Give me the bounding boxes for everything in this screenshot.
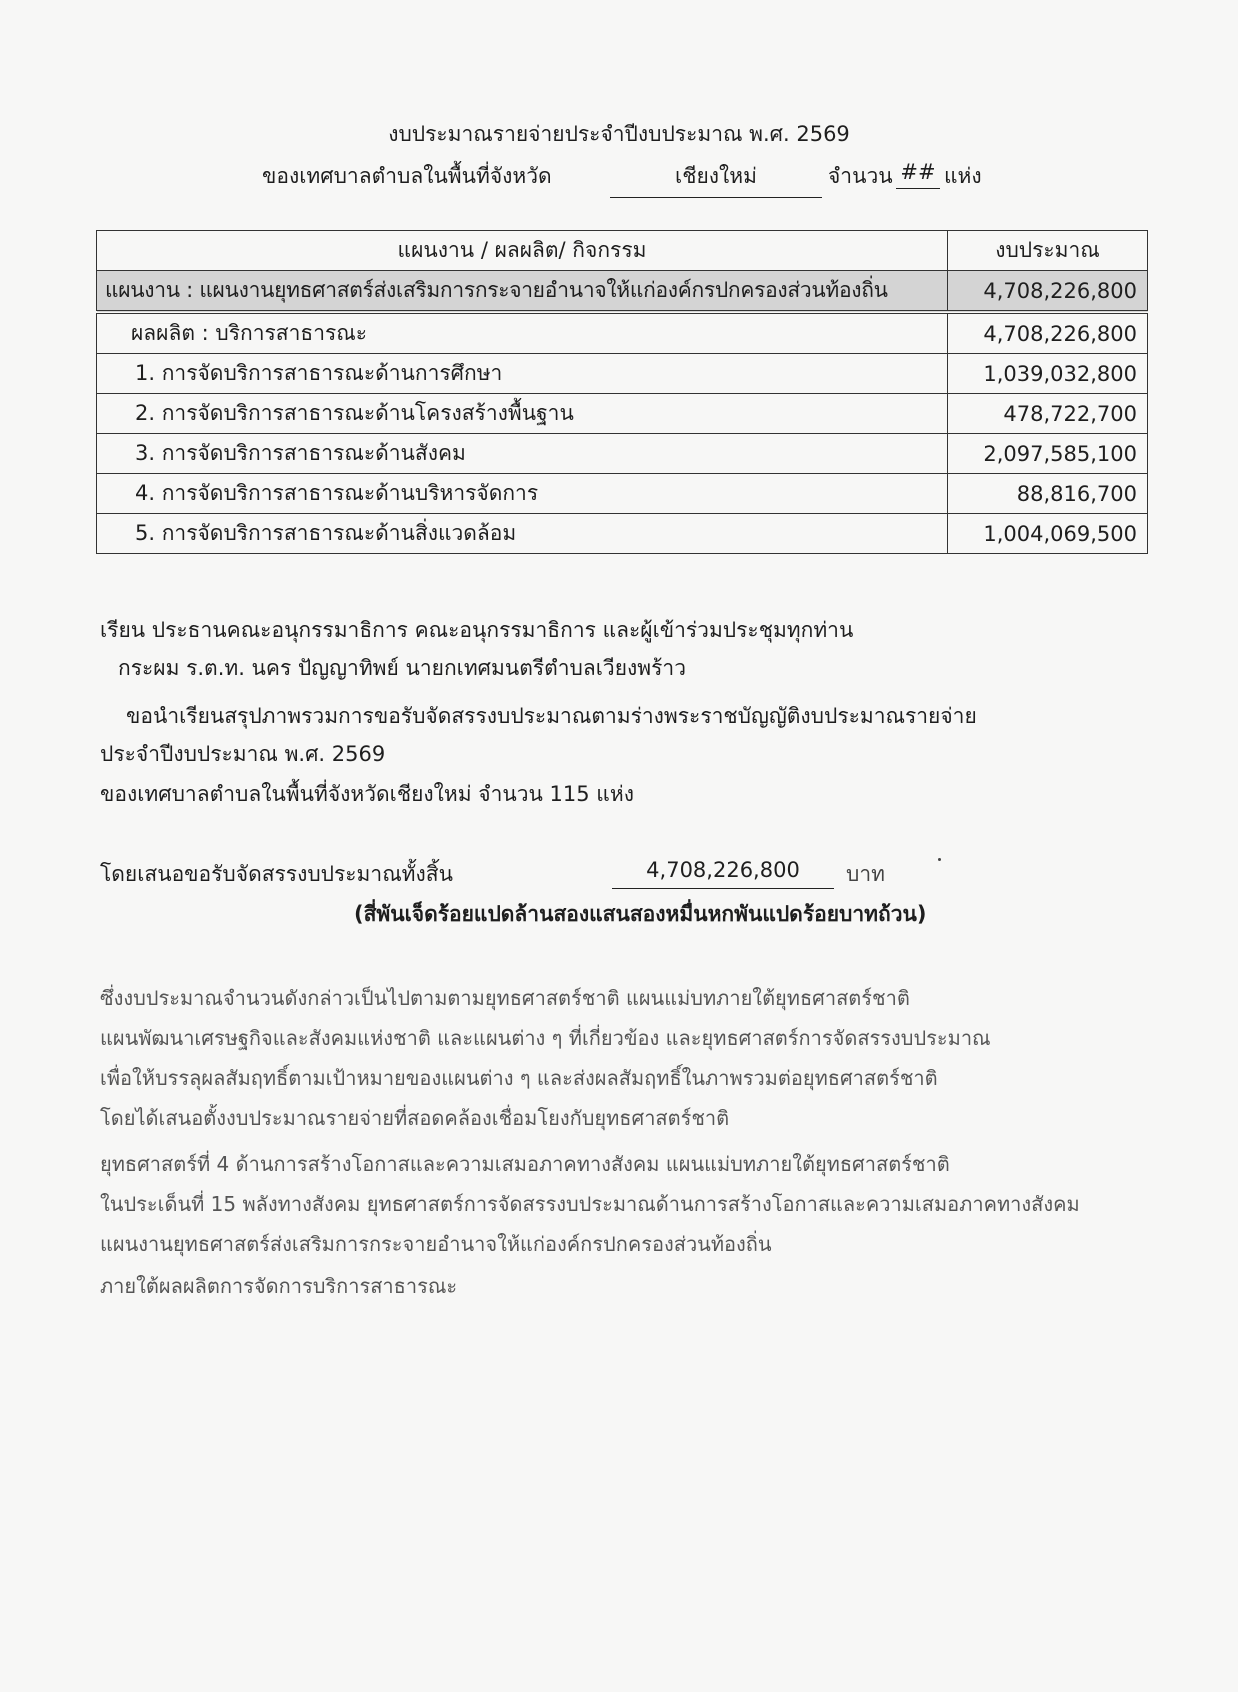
table-row xyxy=(97,354,1148,394)
body-line: ภายใต้ผลผลิตการจัดการบริการสาธารณะ xyxy=(100,1274,458,1298)
body-line: โดยได้เสนอตั้งงบประมาณรายจ่ายที่สอดคล้องเชื่อมโยงกับยุทธศาสตร์ชาติ xyxy=(100,1106,730,1130)
table-row xyxy=(97,434,1148,474)
letter-request: ขอนำเรียนสรุปภาพรวมการขอรับจัดสรรงบประมาณตามร่างพระราชบัญญัติงบประมาณรายจ่าย xyxy=(126,704,977,728)
activity-label: 1. การจัดบริการสาธารณะด้านการศึกษา xyxy=(97,354,948,394)
body-line: ซึ่งงบประมาณจำนวนดังกล่าวเป็นไปตามตามยุทธศาสตร์ชาติ แผนแม่บทภายใต้ยุทธศาสตร์ชาติ xyxy=(100,986,910,1010)
activity-label: 4. การจัดบริการสาธารณะด้านบริหารจัดการ xyxy=(97,474,948,514)
count-value: ## xyxy=(896,160,940,189)
document-title: งบประมาณรายจ่ายประจำปีงบประมาณ พ.ศ. 2569 xyxy=(388,122,850,146)
body-line: แผนพัฒนาเศรษฐกิจและสังคมแห่งชาติ และแผนต่าง ๆ ที่เกี่ยวข้อง และยุทธศาสตร์การจัดสรรงบประมาณ xyxy=(100,1026,991,1050)
total-in-words: (สี่พันเจ็ดร้อยแปดล้านสองแสนสองหมื่นหกพันแปดร้อยบาทถ้วน) xyxy=(354,902,927,926)
output-amount: 4,708,226,800 xyxy=(948,312,1148,354)
body-line: ในประเด็นที่ 15 พลังทางสังคม ยุทธศาสตร์การจัดสรรงบประมาณด้านการสร้างโอกาสและความเสมอภาคทางสังคม xyxy=(100,1192,1080,1216)
stray-mark xyxy=(938,858,941,861)
letter-scope: ของเทศบาลตำบลในพื้นที่จังหวัดเชียงใหม่ จำนวน 115 แห่ง xyxy=(100,782,634,806)
letter-salutation: เรียน ประธานคณะอนุกรรมาธิการ คณะอนุกรรมาธิการ และผู้เข้าร่วมประชุมทุกท่าน xyxy=(100,618,854,642)
activity-amount: 1,004,069,500 xyxy=(948,514,1148,554)
total-label: โดยเสนอขอรับจัดสรรงบประมาณทั้งสิ้น xyxy=(100,862,453,886)
letter-sender: กระผม ร.ต.ท. นคร ปัญญาทิพย์ นายกเทศมนตรีตำบลเวียงพร้าว xyxy=(118,656,686,680)
output-label: ผลผลิต : บริการสาธารณะ xyxy=(97,312,948,354)
activity-label: 2. การจัดบริการสาธารณะด้านโครงสร้างพื้นฐาน xyxy=(97,394,948,434)
total-unit: บาท xyxy=(846,862,885,886)
activity-label: 3. การจัดบริการสาธารณะด้านสังคม xyxy=(97,434,948,474)
plan-row xyxy=(97,271,1148,313)
total-amount: 4,708,226,800 xyxy=(612,858,834,889)
activity-amount: 478,722,700 xyxy=(948,394,1148,434)
province-field: เชียงใหม่ xyxy=(610,160,822,198)
body-line: เพื่อให้บรรลุผลสัมฤทธิ์ตามเป้าหมายของแผนต่าง ๆ และส่งผลสัมฤทธิ์ในภาพรวมต่อยุทธศาสตร์ชาติ xyxy=(100,1066,938,1090)
plan-label: แผนงาน : แผนงานยุทธศาสตร์ส่งเสริมการกระจายอำนาจให้แก่องค์กรปกครองส่วนท้องถิ่น xyxy=(97,271,948,313)
count-unit: แห่ง xyxy=(944,164,982,188)
budget-table xyxy=(96,230,1148,554)
column-header-budget: งบประมาณ xyxy=(948,231,1148,271)
activity-amount: 88,816,700 xyxy=(948,474,1148,514)
table-header-row xyxy=(97,231,1148,271)
table-row xyxy=(97,514,1148,554)
letter-fiscal-year: ประจำปีงบประมาณ พ.ศ. 2569 xyxy=(100,742,386,766)
subtitle-prefix: ของเทศบาลตำบลในพื้นที่จังหวัด xyxy=(262,164,552,188)
output-row xyxy=(97,312,1148,354)
activity-label: 5. การจัดบริการสาธารณะด้านสิ่งแวดล้อม xyxy=(97,514,948,554)
count-label: จำนวน xyxy=(828,164,893,188)
table-row xyxy=(97,394,1148,434)
body-line: แผนงานยุทธศาสตร์ส่งเสริมการกระจายอำนาจให้แก่องค์กรปกครองส่วนท้องถิ่น xyxy=(100,1232,772,1256)
activity-amount: 1,039,032,800 xyxy=(948,354,1148,394)
table-row xyxy=(97,474,1148,514)
column-header-plan: แผนงาน / ผลผลิต/ กิจกรรม xyxy=(97,231,948,271)
body-line: ยุทธศาสตร์ที่ 4 ด้านการสร้างโอกาสและความเสมอภาคทางสังคม แผนแม่บทภายใต้ยุทธศาสตร์ชาติ xyxy=(100,1152,950,1176)
plan-amount: 4,708,226,800 xyxy=(948,271,1148,313)
activity-amount: 2,097,585,100 xyxy=(948,434,1148,474)
